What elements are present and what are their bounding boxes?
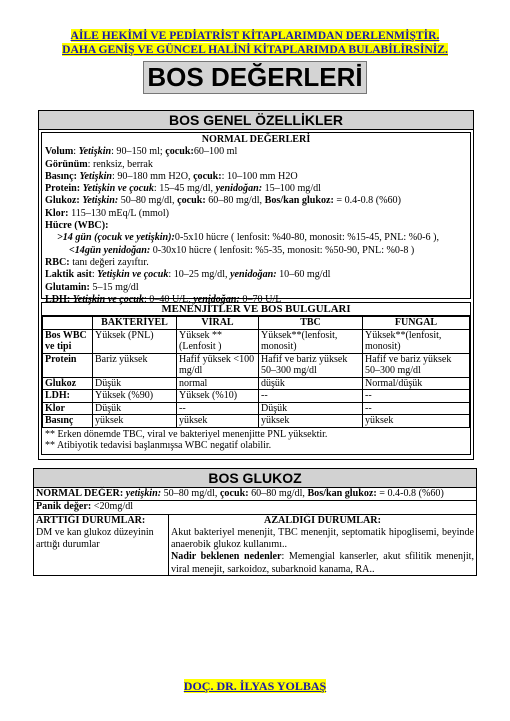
table-row bbox=[43, 377, 470, 390]
table-note: ** Erken dönemde TBC, viral ve bakteriyel menenjitte PNL yüksektir. bbox=[45, 428, 328, 440]
glukoz-panik-line: Panik değer: <20mg/dl bbox=[34, 501, 476, 514]
line-rbc: RBC: tanı değeri zayıftır. bbox=[45, 256, 149, 268]
header-note bbox=[0, 29, 510, 57]
table-cell: -- bbox=[363, 402, 470, 415]
menenjit-title: MENENJİTLER VE BOS BULGULARI bbox=[42, 303, 470, 316]
table-cell: yüksek bbox=[177, 415, 259, 428]
table-note: ** Atibiyotik tedavisi başlanmışsa WBC negatif olabilir. bbox=[45, 440, 272, 452]
nadir-text: Nadir beklenen nedenler: Memengial kanserler, akut sfilitik menenjit, viral menejit, sarkoidoz, subarknoid kanama, RA.. bbox=[171, 551, 474, 575]
artis-text: DM ve kan glukoz düzeyinin arttığı durumlar bbox=[36, 526, 154, 551]
row-label: Basınç bbox=[43, 415, 93, 428]
line-gorunum: Görünüm: renksiz, berrak bbox=[45, 158, 153, 170]
table-cell: Normal/düşük bbox=[363, 377, 470, 390]
table-cell: Bariz yüksek bbox=[93, 353, 177, 377]
table-cell: Düşük bbox=[93, 377, 177, 390]
table-cell: -- bbox=[259, 390, 363, 403]
table-cell: Yüksek (%10) bbox=[177, 390, 259, 403]
line-glukoz: Glukoz: Yetişkin: 50–80 mg/dl, çocuk: 60–80 mg/dl, Bos/kan glukoz: = 0.4-0.8 (%60) bbox=[45, 195, 401, 207]
normal-subtitle: NORMAL DEĞERLERİ bbox=[201, 134, 311, 145]
header-line-2: DAHA GENİŞ VE GÜNCEL HALİNİ KİTAPLARIMDA BULABİLİRSİNİZ. bbox=[62, 43, 448, 56]
azalis-text: Akut bakteriyel menenjit, TBC menenjit, septomatik hipoglisemi, beyinde anaerobik glukoz kullanımı.. bbox=[171, 526, 474, 551]
line-glutamin: Glutamin: 5–15 mg/dl bbox=[45, 281, 139, 293]
table-cell: Yüksek (%90) bbox=[93, 390, 177, 403]
row-label: Protein bbox=[43, 353, 93, 377]
genel-section-title: BOS GENEL ÖZELLİKLER bbox=[39, 111, 473, 130]
table-row bbox=[43, 402, 470, 415]
table-header-row bbox=[43, 317, 470, 330]
artis-column bbox=[34, 515, 169, 576]
glukoz-section-title: BOS GLUKOZ bbox=[34, 469, 476, 488]
table-cell: Hafif ve bariz yüksek 50–300 mg/dl bbox=[363, 353, 470, 377]
author-credit bbox=[0, 677, 510, 695]
line-laktik: Laktik asit: Yetişkin ve çocuk: 10–25 mg/dl, yenidoğan: 10–60 mg/dl bbox=[45, 269, 331, 281]
table-cell: Düşük bbox=[93, 402, 177, 415]
glukoz-normal-line: NORMAL DEĞER: yetişkin: 50–80 mg/dl, çocuk: 60–80 mg/dl, Bos/kan glukoz: = 0.4-0.8 (%60) bbox=[34, 488, 476, 501]
genel-box bbox=[41, 132, 471, 305]
table-cell: yüksek bbox=[93, 415, 177, 428]
table-cell: Yüksek ** (Lenfosit ) bbox=[177, 329, 259, 353]
menenjit-table bbox=[42, 316, 470, 428]
line-hucre-1: >14 gün (çocuk ve yetişkin):0-5x10 hücre ( lenfosit: %40-80, monosit: %15-45, PNL: %0-6 ), bbox=[57, 232, 439, 244]
line-hucre-2: <14gün yenidoğan: 0-30x10 hücre ( lenfosit: %5-35, monosit: %50-90, PNL: %0-8 ) bbox=[69, 244, 415, 256]
row-label: LDH: bbox=[43, 390, 93, 403]
azalis-column bbox=[169, 515, 476, 576]
table-cell: Hafif ve bariz yüksek 50–300 mg/dl bbox=[259, 353, 363, 377]
line-protein: Protein: Yetişkin ve çocuk: 15–45 mg/dl, yenidoğan: 15–100 mg/dl bbox=[45, 183, 321, 195]
line-hucre: Hücre (WBC): bbox=[45, 220, 109, 232]
table-cell: Hafif yüksek <100 mg/dl bbox=[177, 353, 259, 377]
table-cell: normal bbox=[177, 377, 259, 390]
table-header bbox=[43, 317, 93, 330]
table-cell: -- bbox=[177, 402, 259, 415]
table-cell: -- bbox=[363, 390, 470, 403]
menenjit-box bbox=[41, 302, 471, 455]
table-cell: Yüksek**(lenfosit, monosit) bbox=[363, 329, 470, 353]
table-cell: Yüksek**(lenfosit, monosit) bbox=[259, 329, 363, 353]
glukoz-section bbox=[33, 468, 477, 576]
genel-section bbox=[38, 110, 474, 460]
table-cell: yüksek bbox=[363, 415, 470, 428]
author-name: DOÇ. DR. İLYAS YOLBAŞ bbox=[183, 679, 327, 693]
line-basinc: Basınç: Yetişkin: 90–180 mm H2O, çocuk:: 10–100 mm H2O bbox=[45, 170, 298, 182]
line-ldh: LDH: Yetişkin ve çocuk: 0–40 U/L, yenidoğan: 0–70 U/L bbox=[45, 293, 282, 305]
azalis-title: AZALDIĞI DURUMLAR: bbox=[264, 514, 381, 526]
table-header: TBC bbox=[259, 317, 363, 330]
row-label: Glukoz bbox=[43, 377, 93, 390]
table-notes bbox=[42, 428, 470, 454]
table-row bbox=[43, 390, 470, 403]
table-header: BAKTERİYEL bbox=[93, 317, 177, 330]
table-header: FUNGAL bbox=[363, 317, 470, 330]
line-klor: Klor: 115–130 mEq/L (mmol) bbox=[45, 207, 170, 219]
table-cell: Yüksek (PNL) bbox=[93, 329, 177, 353]
table-cell: Düşük bbox=[259, 402, 363, 415]
table-row bbox=[43, 353, 470, 377]
title-wrap bbox=[0, 61, 510, 94]
table-cell: düşük bbox=[259, 377, 363, 390]
header-line-1: AİLE HEKİMİ VE PEDİATRİST KİTAPLARIMDAN DERLENMİŞTİR. bbox=[70, 29, 440, 42]
page-title: BOS DEĞERLERİ bbox=[143, 61, 366, 94]
table-cell: yüksek bbox=[259, 415, 363, 428]
row-label: Klor bbox=[43, 402, 93, 415]
glukoz-columns bbox=[34, 515, 476, 576]
row-label: Bos WBC ve tipi bbox=[43, 329, 93, 353]
artis-title: ARTTIĞI DURUMLAR: bbox=[36, 514, 146, 526]
table-row bbox=[43, 329, 470, 353]
line-volum: Volum: Yetişkin: 90–150 ml; çocuk:60–100 ml bbox=[45, 146, 238, 158]
table-row bbox=[43, 415, 470, 428]
table-header: VİRAL bbox=[177, 317, 259, 330]
